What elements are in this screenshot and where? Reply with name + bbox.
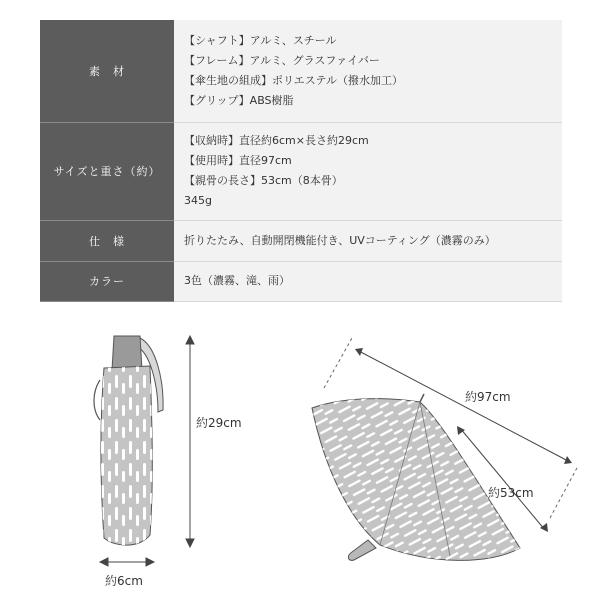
spec-line: 【フレーム】アルミ、グラスファイバー (184, 53, 380, 67)
spec-value-color (174, 261, 562, 301)
open-diameter-label: 約97cm (465, 390, 511, 404)
spec-row-features (40, 220, 562, 261)
folded-length-label: 約29cm (196, 416, 242, 430)
spec-line: 【使用時】直径97cm (184, 154, 292, 167)
spec-line: 【グリップ】ABS樹脂 (184, 93, 294, 107)
spec-line: 折りたたみ、自動開閉機能付き、UVコーティング（濃霧のみ） (184, 233, 496, 247)
spec-table (40, 20, 562, 302)
spec-row-size (40, 122, 562, 220)
folded-diameter-label: 約6cm (105, 574, 143, 588)
spec-row-material (40, 20, 562, 122)
diameter-dimension-arrow (100, 558, 154, 566)
spec-line: 【親骨の長さ】53cm（8本骨） (184, 174, 343, 187)
spec-value-features (174, 220, 562, 261)
spec-header-features: 仕 様 (40, 220, 174, 261)
folded-umbrella (94, 336, 163, 545)
length-dimension-arrow (186, 336, 194, 547)
spec-line: 3色（濃霧、滝、雨） (184, 274, 290, 287)
umbrella-illustration (0, 300, 600, 600)
umbrella-dimension-diagram (0, 300, 600, 600)
spec-value-size (174, 122, 562, 220)
spec-header-material: 素 材 (40, 20, 174, 122)
spec-header-color: カラー (40, 261, 174, 301)
spec-line: 【傘生地の組成】ポリエステル（撥水加工） (184, 73, 404, 87)
rib-length-label: 約53cm (488, 486, 534, 500)
spec-row-color (40, 261, 562, 301)
spec-header-size: サイズと重さ（約） (40, 122, 174, 220)
spec-line: 【収納時】直径約6cm×長さ約29cm (184, 134, 369, 147)
spec-line: 【シャフト】アルミ、スチール (184, 33, 337, 47)
spec-value-material (174, 20, 562, 122)
spec-line: 345g (184, 194, 212, 207)
